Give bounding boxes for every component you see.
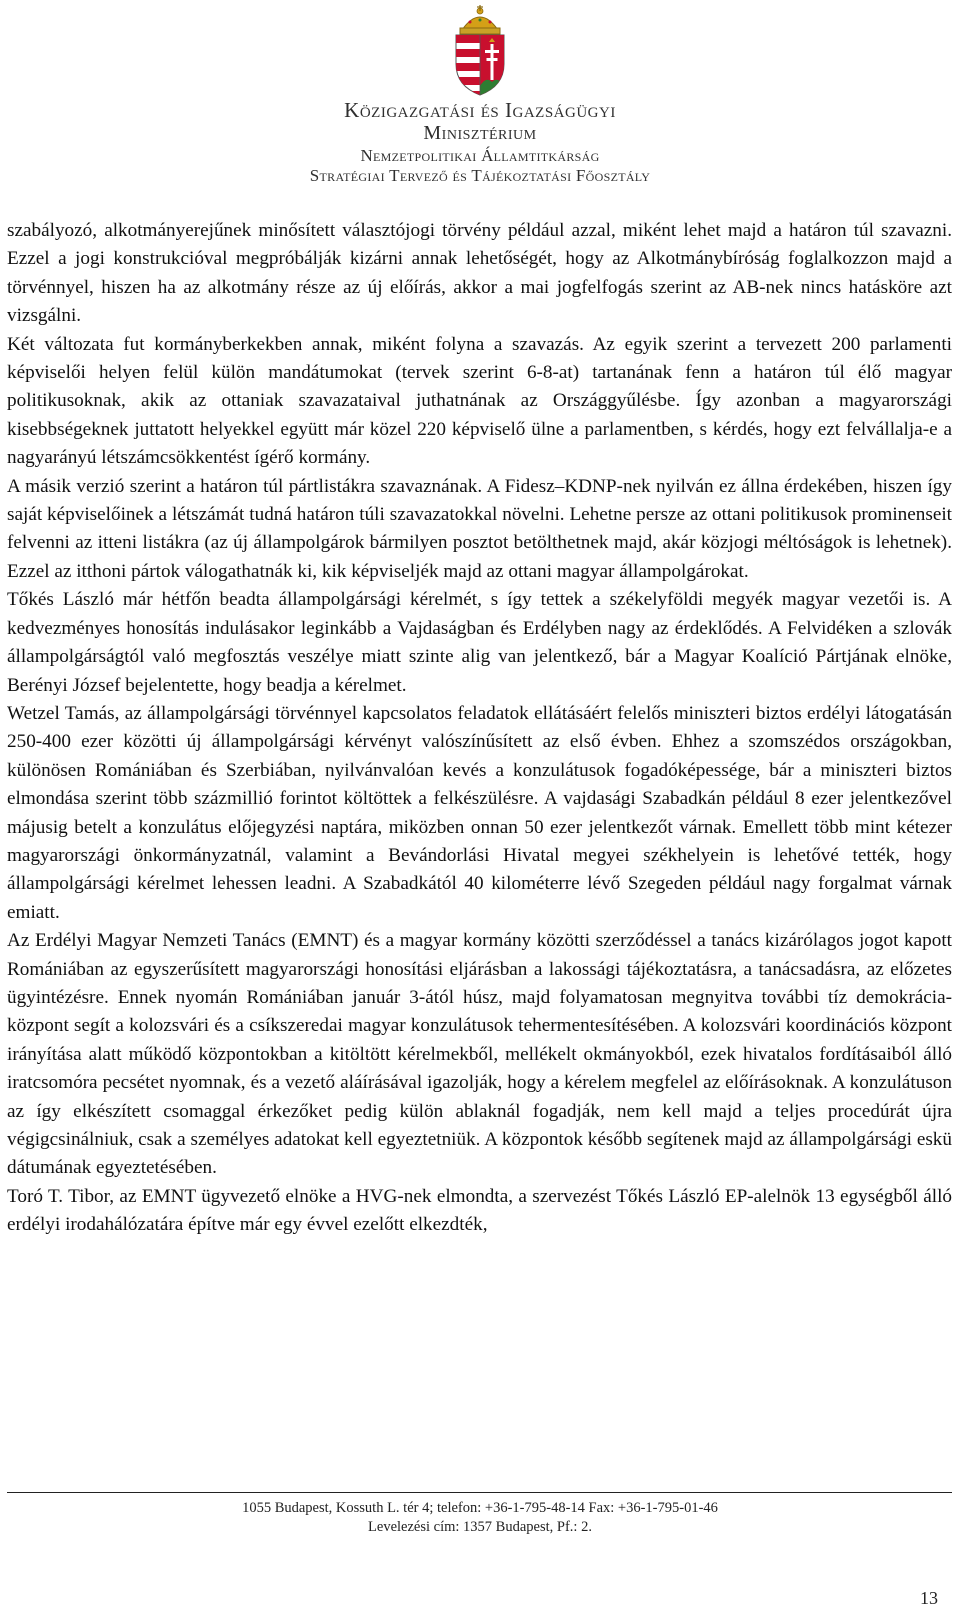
footer-mailing-address: Levelezési cím: 1357 Budapest, Pf.: 2.: [368, 1519, 592, 1535]
paragraph: Wetzel Tamás, az állampolgársági törvénnyel kapcsolatos feladatok ellátásáért felelős miniszteri biztos erdélyi látogatásán 250-400 ezer közötti új állampolgársági kérvényt valószínűsített az első évben. Ehhez a szomszédos országokban, különösen Romániában és Szerbiában, nyilvánvalóan kevés a konzulátusok fogadóképessége, bár a miniszteri biztos elmondása szerint több százmillió forintot költöttek a felkészülésre. A vajdasági Szabadkán például 8 ezer jelentkezővel májusig betelt a konzulátus előjegyzési naptára, miközben onnan 50 ezer jelentkezőt várnak. Emellett több mint kétezer magyarországi önkormányzatnál, valamint a Bevándorlási Hivatal megyei székhelyein is lehetővé tették, hogy állampolgársági kérelmet lehessen leadni. A Szabadkától 40 kilométerre lévő Szegeden például nagy forgalmat várnak emiatt.: [7, 702, 952, 923]
ministry-name-line-2: Minisztérium: [423, 122, 537, 144]
department-name: Stratégiai Tervező és Tájékoztatási Főosztály: [309, 166, 651, 185]
paragraph: A másik verzió szerint a határon túl pártlistákra szavaznának. A Fidesz–KDNP-nek nyilván ez állna érdekében, hiszen így saját képviselőinek a létszámát tudná határon túli szavazatokkal növelni. Lehetne persze az ottani politikusok prominenseit felvenni az itteni listákra (az új állampolgárok bármilyen posztot betölthetnek majd, akár közjogi méltóságok is lehetnek). Ezzel az itthoni pártok válogathatnák ki, kik képviseljék majd az ottani magyar állampolgárokat.: [7, 475, 952, 582]
paragraph: Toró T. Tibor, az EMNT ügyvezető elnöke a HVG-nek elmondta, a szervezést Tőkés László EP-alelnök 13 egységből álló erdélyi irodahálózatára építve már egy évvel ezelőtt elkezdték,: [7, 1185, 952, 1236]
paragraph: Az Erdélyi Magyar Nemzeti Tanács (EMNT) és a magyar kormány közötti szerződéssel a tanács kizárólagos jogot kapott Romániában az egyszerűsített magyarországi honosítási eljárásban a lakossági tájékoztatásra, a tanácsadásra, az előzetes ügyintézésre. Ennek nyomán Romániában január 3-ától húsz, majd folyamatosan megnyitva további tíz demokrácia-központ segít a kolozsvári és a csíkszeredai magyar konzulátusok tehermentesítésében. A kolozsvári koordinációs központ irányítása alatt működő központokban a kitöltött kérelmekből, mellékelt okmányokból, ezek hivatalos fordításaiból álló iratcsomóra pecsétet nyomnak, és a vezető aláírásával igazolják, hogy a kérelem megfelel az előírásoknak. A konzulátuson az így elkészített csomaggal érkezőket pedig külön ablaknál fogadják, nem kell majd a teljes procedúrát újra végigcsinálniuk, csak a személyes adatokat kell egyeztetniük. A központok később segítenek majd az állampolgársági eskü dátumának egyeztetésében.: [7, 930, 952, 1179]
ministry-name-line-1: Közigazgatási és Igazságügyi: [344, 98, 616, 122]
hungarian-coat-of-arms-icon: [440, 2, 520, 97]
page-number: 13: [920, 1588, 938, 1608]
paragraph: Két változata fut kormányberkekben annak, miként folyna a szavazás. Az egyik szerint a tervezett 200 parlamenti képviselői helyen felül külön mandátumokat (tervek szerint 6-8-at) tartanának fenn a határon túl élő magyar politikusoknak, akik az ottaniak szavazataival juthatnának az Országgyűlésbe. Így azonban a magyarországi kisebbségeknek juttatott helyekkel együtt már közel 220 képviselő ülne a parlamentben, s kérdés, hogy ezt felvállalja-e a nagyarányú létszámcsökkentést ígérő kormány.: [7, 333, 952, 469]
document-body: [7, 217, 952, 1240]
paragraph: Tőkés László már hétfőn beadta állampolgársági kérelmét, s így tettek a székelyföldi megyék magyar vezetői is. A kedvezményes honosítás indulásakor leginkább a Vajdaságban és Erdélyben nagy az érdeklődés. A Felvidéken a szlovák állampolgárságtól való megfosztás veszélye miatt szinte alig van jelentkező, bár a Magyar Koalíció Pártjának elnöke, Berényi József bejelentette, hogy beadja a kérelmet.: [7, 589, 952, 696]
footer-address: 1055 Budapest, Kossuth L. tér 4; telefon: +36-1-795-48-14 Fax: +36-1-795-01-46: [242, 1500, 718, 1516]
paragraph: szabályozó, alkotmányerejűnek minősített választójogi törvény például azzal, miként lehet majd a határon túl szavazni. Ezzel a jogi konstrukcióval megpróbálják kizárni annak lehetőségét, hogy az Alkotmánybíróság foglalkozzon majd a törvénnyel, hiszen ha az alkotmány része az új előírás, akkor a mai jogfelfogás szerint az AB-nek nincs hatásköre azt vizsgálni.: [7, 220, 952, 327]
letterhead: [0, 0, 960, 190]
state-secretariat-name: Nemzetpolitikai Államtitkárság: [360, 146, 600, 165]
footer-divider: [7, 1492, 952, 1493]
